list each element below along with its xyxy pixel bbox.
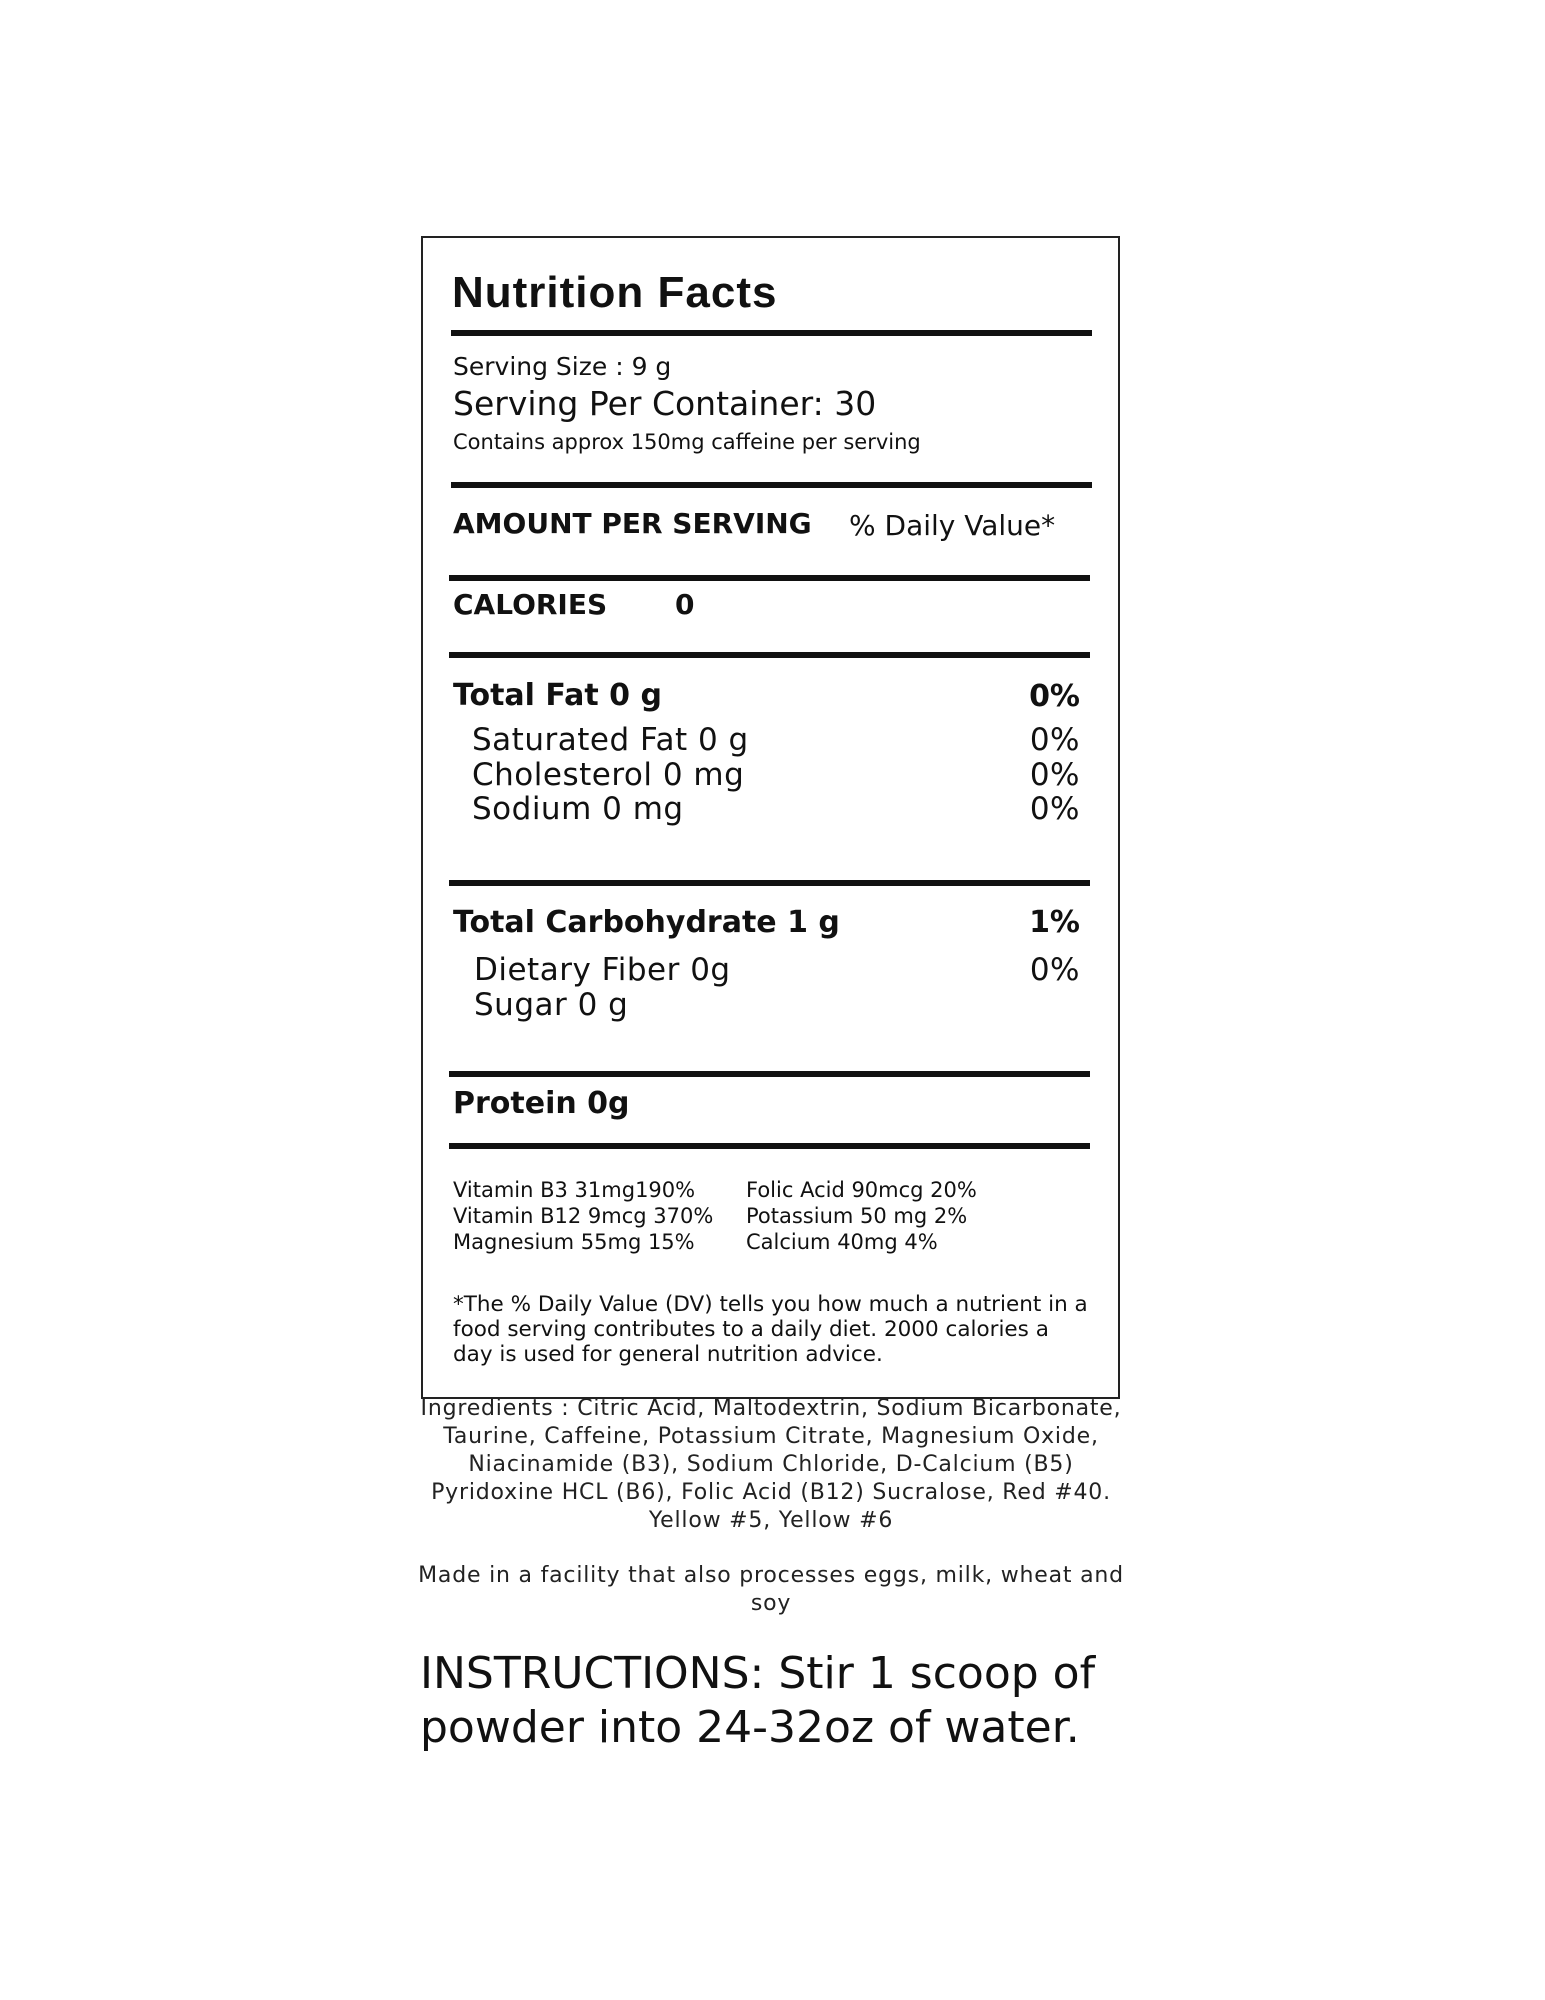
total-carb-label: Total Carbohydrate 1 g [453,905,840,940]
nutrition-facts-panel [421,236,1120,1399]
divider-calories [449,652,1090,658]
servings-per-container: Serving Per Container: 30 [453,384,877,423]
sugar-label: Sugar 0 g [474,987,629,1023]
vitamin-b3: Vitamin B3 31mg190% [453,1178,696,1202]
calcium: Calcium 40mg 4% [746,1230,938,1254]
saturated-fat-dv: 0% [1029,722,1080,758]
vitamin-b12: Vitamin B12 9mcg 370% [453,1204,714,1228]
total-carb-dv: 1% [1029,905,1080,940]
sodium-label: Sodium 0 mg [472,791,684,827]
cholesterol-dv: 0% [1029,757,1080,793]
divider-header [449,575,1090,581]
daily-value-header: % Daily Value* [849,509,1056,542]
divider-fat [449,880,1090,886]
cholesterol-label: Cholesterol 0 mg [472,757,745,793]
calories-label: CALORIES [453,588,608,621]
calories-value: 0 [675,588,695,621]
daily-value-footnote: *The % Daily Value (DV) tells you how much a nutrient in a food serving contributes to a daily diet. 2000 calories a day is used for general nutrition advice. [453,1292,1088,1367]
total-fat-dv: 0% [1029,679,1080,714]
divider-carb [449,1071,1090,1077]
dietary-fiber-label: Dietary Fiber 0g [474,952,731,988]
vitamins-left-column [453,1177,713,1255]
divider-serving [451,482,1092,488]
total-fat-label: Total Fat 0 g [453,678,662,713]
saturated-fat-label: Saturated Fat 0 g [472,722,749,758]
sodium-dv: 0% [1029,791,1080,827]
caffeine-note: Contains approx 150mg caffeine per serving [453,430,921,454]
dietary-fiber-dv: 0% [1029,952,1080,988]
divider-title [451,330,1092,336]
panel-title: Nutrition Facts [452,268,778,317]
divider-protein [449,1143,1090,1149]
amount-per-serving-header: AMOUNT PER SERVING [453,507,812,540]
magnesium: Magnesium 55mg 15% [453,1230,695,1254]
serving-size: Serving Size : 9 g [453,352,672,381]
vitamins-right-column [746,1177,977,1255]
folic-acid: Folic Acid 90mcg 20% [746,1178,977,1202]
allergen-facility-note: Made in a facility that also processes eggs, milk, wheat and soy [418,1563,1124,1616]
potassium: Potassium 50 mg 2% [746,1204,968,1228]
ingredients-text: Ingredients : Citric Acid, Maltodextrin, Sodium Bicarbonate, Taurine, Caffeine, Potassium Citrate, Magnesium Oxide, Niacinamide (B3), Sodium Chloride, D-Calcium (B5) Pyridoxine HCL (B6), Folic Acid (B12) Sucralose, Red #40. Yellow #5, Yellow #6 [420,1396,1122,1533]
protein-label: Protein 0g [453,1086,630,1121]
instructions-text: INSTRUCTIONS: Stir 1 scoop of powder into 24-32oz of water. [420,1648,1096,1753]
